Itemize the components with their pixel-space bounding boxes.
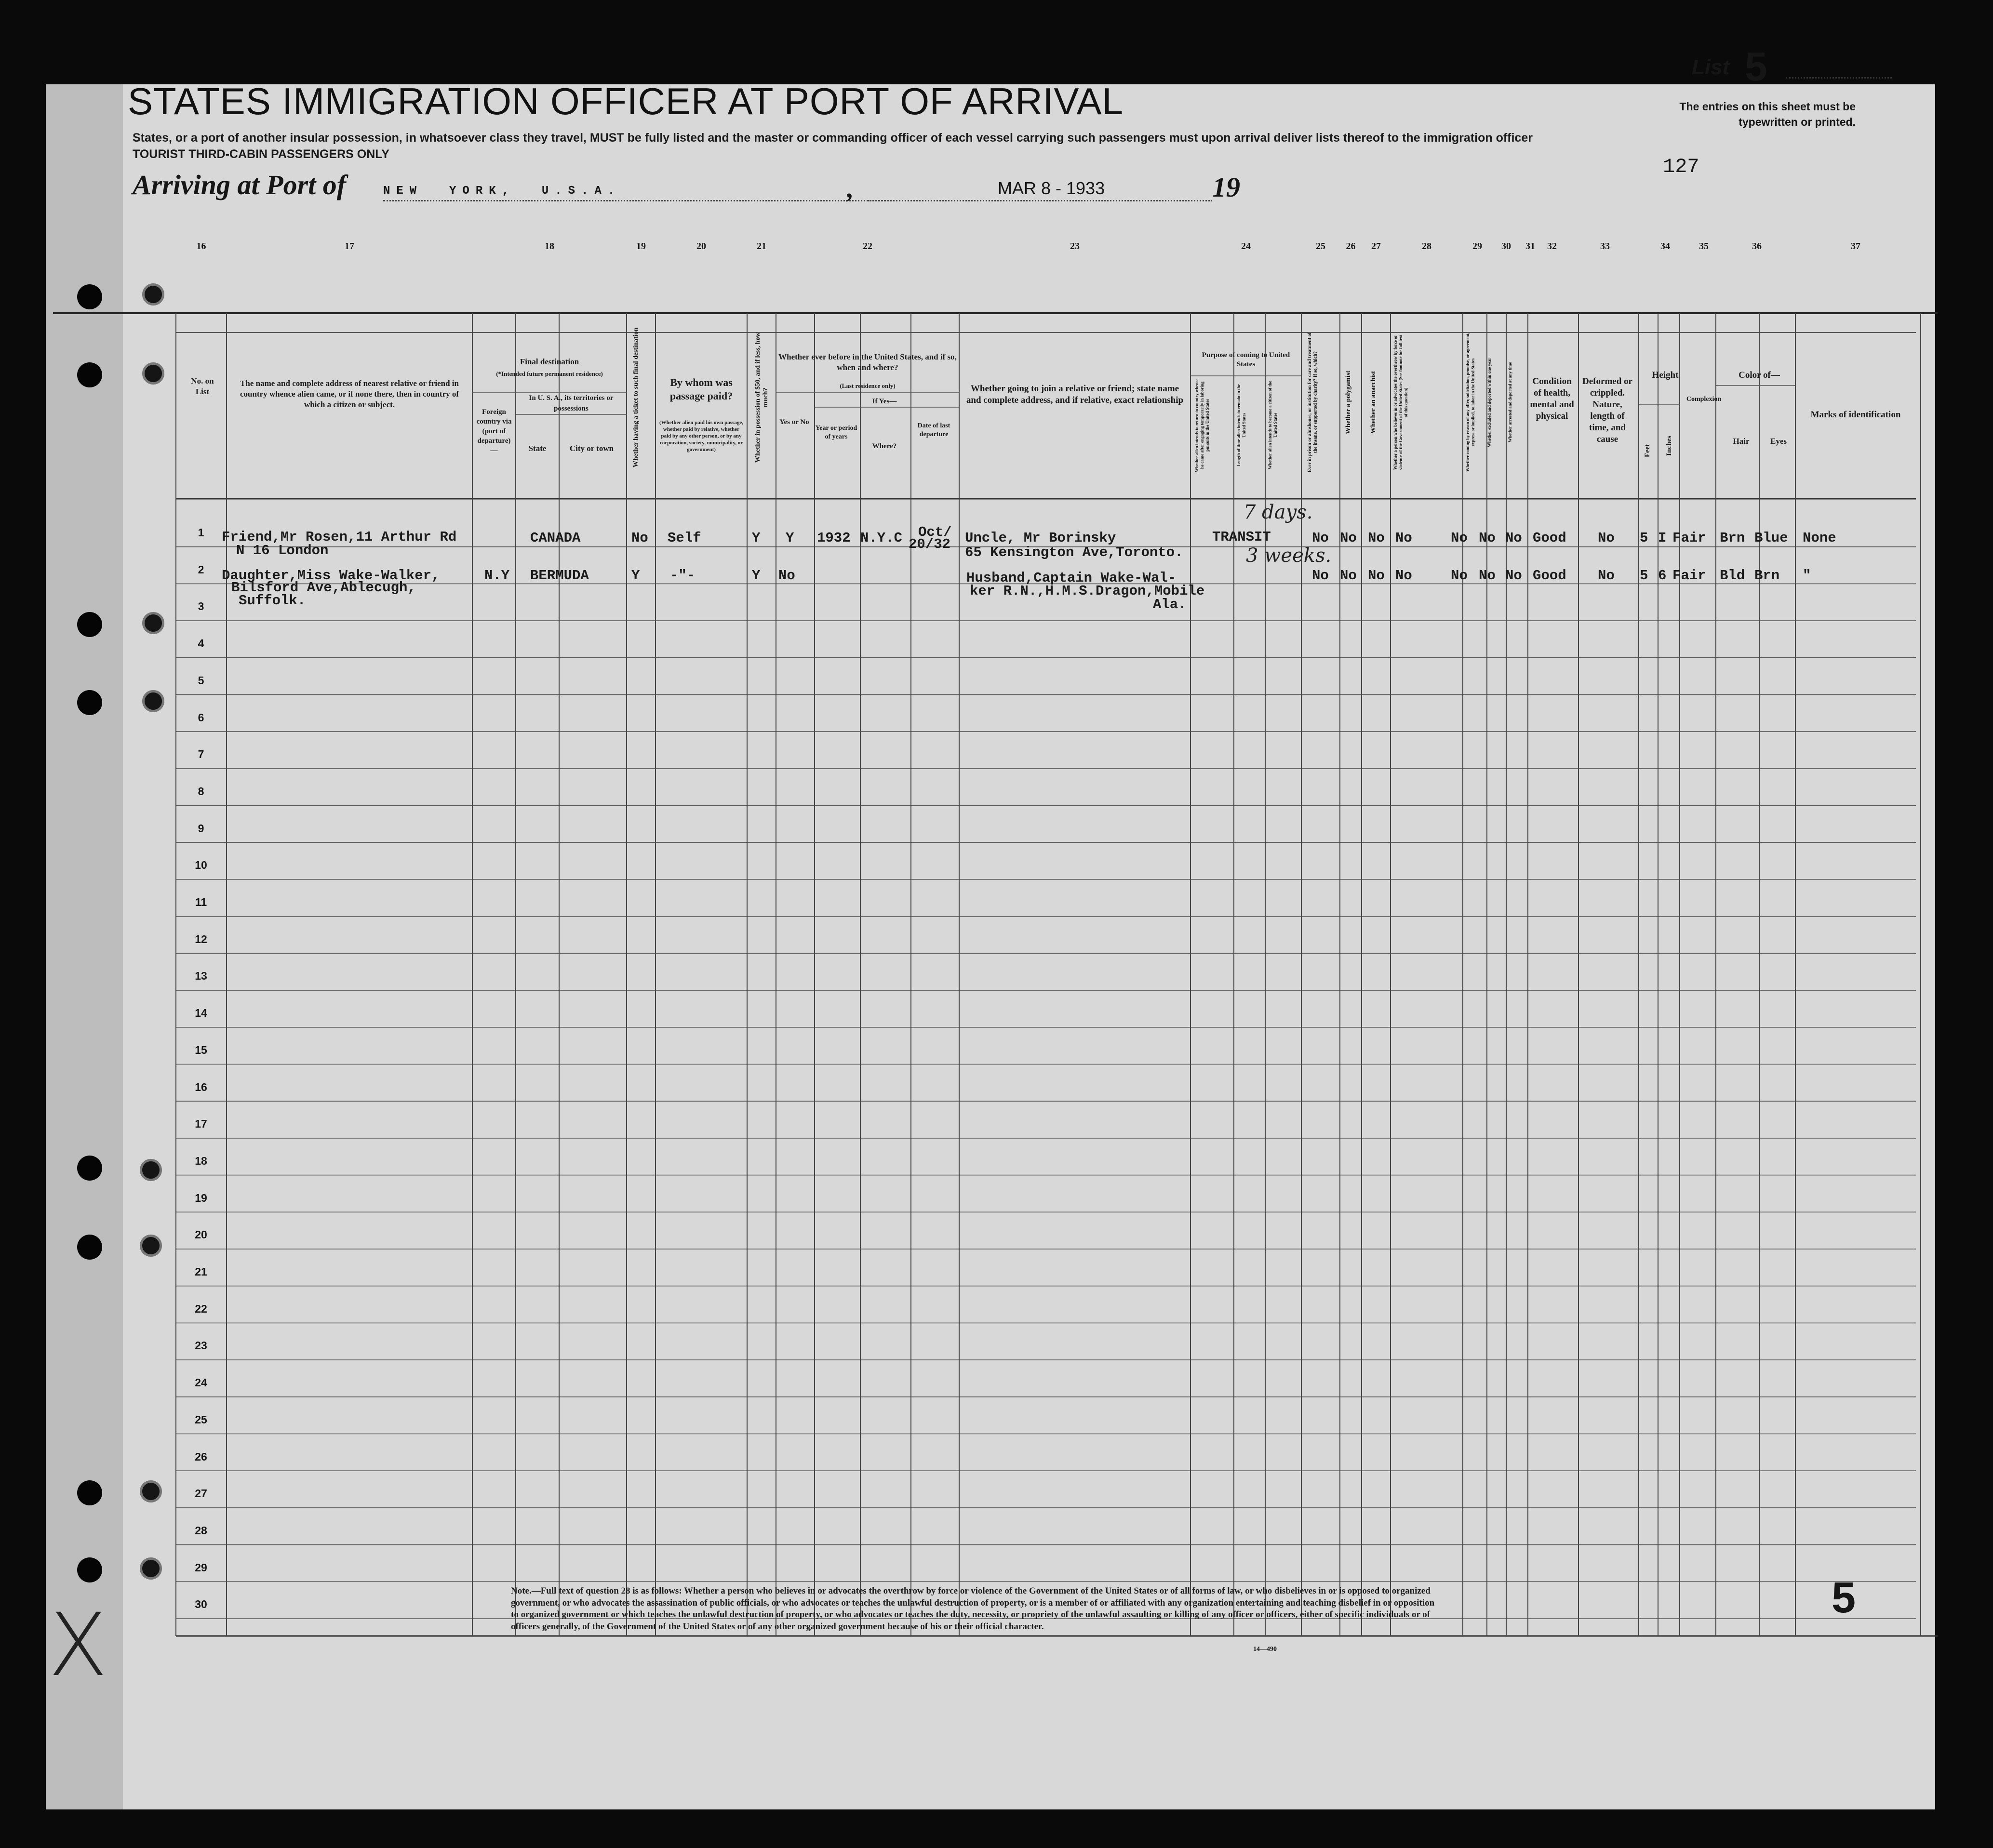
- colnum-31: 31: [1525, 241, 1535, 252]
- row2-joining-line1: Husband,Captain Wake-Wal-: [966, 570, 1177, 586]
- row1-joining-line1: Uncle, Mr Borinsky: [965, 530, 1116, 546]
- row1-year: 1932: [817, 530, 851, 546]
- row-number: 8: [198, 784, 204, 798]
- row-number: 9: [198, 822, 204, 835]
- row1-hair: Brn: [1720, 530, 1745, 546]
- header-arrested: Whether arrested and deported at any time: [1508, 362, 1512, 443]
- row2-joining-line2: ker R.N.,H.M.S.Dragon,Mobile: [970, 583, 1205, 599]
- header-last-residence: (Last residence only): [840, 382, 896, 389]
- header-joining-relative: Whether going to join a relative or friend; state name and complete address, and if relative, exact relationship: [966, 384, 1184, 405]
- handwritten-x-mark: X: [48, 1595, 108, 1696]
- row2-health: Good: [1533, 568, 1566, 584]
- header-foreign-country: Foreign country via (port of departure)—: [476, 408, 512, 454]
- row1-joining-line2: 65 Kensington Ave,Toronto.: [965, 545, 1183, 560]
- row-number: 27: [195, 1487, 207, 1500]
- row-number: 20: [195, 1228, 207, 1241]
- colnum-32: 32: [1547, 241, 1557, 252]
- header-excluded: Whether excluded and deported within one year: [1487, 358, 1492, 447]
- row1-fifty: Y: [752, 530, 761, 546]
- row2-inches: 6: [1658, 568, 1667, 584]
- colnum-19: 19: [636, 241, 646, 252]
- row1-feet: 5: [1640, 530, 1648, 546]
- row2-relative-line3: Suffolk.: [239, 593, 306, 609]
- entries-note: The entries on this sheet must be typewritten or printed.: [1679, 100, 1856, 128]
- row1-polygamist: No: [1340, 530, 1357, 546]
- form-number: 14—490: [1253, 1646, 1277, 1653]
- header-yes-no: Yes or No: [779, 418, 809, 426]
- colnum-21: 21: [757, 241, 766, 252]
- port-value: NEW YORK, U.S.A.: [383, 185, 621, 198]
- page-title: STATES IMMIGRATION OFFICER AT PORT OF ARRIVAL: [128, 80, 1124, 122]
- row1-marks: None: [1803, 530, 1836, 546]
- row2-hair: Bld: [1720, 568, 1745, 584]
- row2-joining-line3: Ala.: [1153, 597, 1187, 612]
- row-number: 1: [198, 526, 204, 539]
- sheet-number: 127: [1663, 155, 1699, 178]
- row1-eyes: Blue: [1754, 530, 1788, 546]
- header-eyes: Eyes: [1770, 437, 1787, 446]
- header-anarchist: Whether an anarchist: [1370, 371, 1377, 434]
- header-inches: Inches: [1665, 436, 1673, 456]
- row2-overthrow: No: [1395, 568, 1412, 584]
- row-number: 16: [195, 1080, 207, 1093]
- row2-polygamist: No: [1340, 568, 1357, 584]
- header-hair: Hair: [1733, 437, 1750, 446]
- row-number: 17: [195, 1117, 207, 1130]
- row-number: 5: [198, 674, 204, 687]
- row-number: 24: [195, 1376, 207, 1389]
- row2-fifty: Y: [752, 568, 761, 584]
- colnum-27: 27: [1371, 241, 1381, 252]
- colnum-20: 20: [696, 241, 706, 252]
- header-color-of: Color of—: [1739, 370, 1780, 380]
- header-marks: Marks of identification: [1810, 410, 1901, 420]
- row1-state: CANADA: [530, 530, 581, 546]
- row1-inches: I: [1658, 530, 1667, 546]
- header-height: Height: [1652, 370, 1679, 380]
- year-prefix: 19: [1212, 172, 1240, 203]
- row1-date-top: Oct/: [918, 524, 952, 540]
- header-before-in-us: Whether ever before in the United States, and if so, when and where?: [778, 352, 957, 372]
- colnum-36: 36: [1752, 241, 1762, 252]
- row2-feet: 5: [1640, 568, 1648, 584]
- row-number: 6: [198, 711, 204, 724]
- row1-date-bottom: 20/32: [909, 536, 951, 552]
- header-if-yes: If Yes—: [872, 398, 897, 405]
- row-number: 13: [195, 970, 207, 983]
- instructions-text: States, or a port of another insular possession, in whatsoever class they travel, MUST be fully listed and the master or commanding officer of each vessel carrying such passengers must upon arrival deliver lists thereof to the immigration officer: [133, 131, 1533, 145]
- colnum-17: 17: [345, 241, 354, 252]
- colnum-28: 28: [1422, 241, 1431, 252]
- colnum-26: 26: [1346, 241, 1356, 252]
- row1-excluded: No: [1479, 530, 1496, 546]
- row-number: 19: [195, 1191, 207, 1204]
- header-complexion: Complexion: [1686, 396, 1722, 403]
- row1-prison: No: [1312, 530, 1329, 546]
- row1-ticket: No: [631, 530, 648, 546]
- separator-comma: ,: [846, 174, 853, 204]
- row1-before: Y: [786, 530, 794, 546]
- row-number: 3: [198, 600, 204, 613]
- header-state: State: [528, 444, 547, 453]
- row-number: 23: [195, 1339, 207, 1352]
- header-purpose-return: Whether alien intends to return to country whence he came after engaging temporarily in laboring pursuits in the United States: [1194, 378, 1210, 472]
- row1-health: Good: [1533, 530, 1566, 546]
- colnum-25: 25: [1316, 241, 1325, 252]
- header-no-on-list: No. on List: [191, 376, 214, 396]
- header-polygamist: Whether a polygamist: [1345, 371, 1352, 434]
- header-feet: Feet: [1644, 444, 1651, 457]
- row1-offer: No: [1451, 530, 1468, 546]
- row2-paid-by: -"-: [670, 568, 696, 584]
- row2-state: BERMUDA: [530, 568, 589, 584]
- row1-arrested: No: [1505, 530, 1522, 546]
- row2-eyes: Brn: [1754, 568, 1780, 584]
- row-number: 12: [195, 932, 207, 945]
- row2-ticket: Y: [631, 568, 640, 584]
- row-number: 11: [195, 896, 207, 908]
- row-number: 21: [195, 1265, 207, 1278]
- colnum-37: 37: [1851, 241, 1860, 252]
- header-passage-paid: By whom was passage paid?: [669, 376, 733, 402]
- colnum-18: 18: [545, 241, 554, 252]
- row-number: 2: [198, 563, 204, 576]
- row2-anarchist: No: [1368, 568, 1385, 584]
- row1-relative-line1: Friend,Mr Rosen,11 Arthur Rd: [222, 529, 457, 545]
- colnum-33: 33: [1600, 241, 1610, 252]
- header-overthrow: Whether a person who believes in or advocates the overthrow by force or violence of the Government of the United States (See footnote for full text of this question): [1393, 334, 1408, 470]
- passenger-class-text: TOURIST THIRD-CABIN PASSENGERS ONLY: [133, 147, 389, 161]
- header-offer: Whether coming by reason of any offer, solicitation, promise, or agreement, express or implied, to labor in the United States: [1465, 332, 1475, 472]
- row-number: 10: [195, 859, 207, 872]
- header-last-departure: Date of last departure: [917, 422, 950, 438]
- row1-where: N.Y.C: [860, 530, 903, 546]
- colnum-24: 24: [1241, 241, 1251, 252]
- row-number: 4: [198, 637, 204, 650]
- row2-arrested: No: [1505, 568, 1522, 584]
- row-number: 28: [195, 1524, 207, 1537]
- header-purpose: Purpose of coming to United States: [1202, 351, 1290, 368]
- footnote-question-28: Note.—Full text of question 28 is as follows: Whether a person who believes in or advocates the overthrow by force or violence of the Government of the United States or of all forms of law, or who disbelieves in or is opposed to organized government, or who advocates the assassination of public officials, or who advocates or teaches the unlawful destruction of property, or is a member of or affiliated with any organization entertaining and teaching disbelief in or opposition to organized government or which teaches the unlawful destruction of property, or who advocates or teaches the duty, necessity, or propriety of the unlawful assaulting or killing of any officer or officers, either of specific individuals or of officers generally, of the Government of the United States or of any other organized government because of his or their official character.: [511, 1586, 1435, 1632]
- row1-paid-by: Self: [668, 530, 701, 546]
- row2-complexion: Fair: [1672, 568, 1706, 584]
- header-final-destination-note: (*Intended future permanent residence): [496, 370, 603, 377]
- row-number: 29: [195, 1561, 207, 1574]
- list-label: List: [1692, 55, 1730, 79]
- row-number: 7: [198, 748, 204, 761]
- row1-overthrow: No: [1395, 530, 1412, 546]
- header-nearest-relative: The name and complete address of nearest relative or friend in country whence alien came, or if none there, then in country of which a citizen or subject.: [240, 379, 459, 409]
- row1-deformed: No: [1598, 530, 1615, 546]
- colnum-29: 29: [1472, 241, 1482, 252]
- header-passage-paid-note: (Whether alien paid his own passage, whether paid by relative, whether paid by any other person, or by any corporation, society, municipality, or government): [659, 420, 743, 452]
- row2-before: No: [778, 568, 795, 584]
- row-number: 26: [195, 1450, 207, 1463]
- row2-excluded: No: [1479, 568, 1496, 584]
- row-number: 22: [195, 1302, 207, 1315]
- row2-prison: No: [1312, 568, 1329, 584]
- header-year: Year or period of years: [815, 425, 857, 440]
- row2-marks: ": [1803, 568, 1811, 584]
- row-number: 15: [195, 1043, 207, 1056]
- row1-purpose: TRANSIT: [1212, 529, 1271, 545]
- colnum-22: 22: [863, 241, 872, 252]
- row1-complexion: Fair: [1672, 530, 1706, 546]
- header-final-destination: Final destination: [520, 357, 579, 366]
- row-number: 25: [195, 1413, 207, 1426]
- header-purpose-citizen: Whether alien intends to become a citizen of the United States: [1268, 381, 1278, 470]
- row2-relative-line1: Daughter,Miss Wake-Walker,: [222, 568, 440, 584]
- header-city: City or town: [569, 444, 614, 453]
- colnum-23: 23: [1070, 241, 1080, 252]
- colnum-35: 35: [1699, 241, 1709, 252]
- row2-offer: No: [1451, 568, 1468, 584]
- header-ticket: Whether having a ticket to such final destination: [632, 327, 640, 468]
- colnum-34: 34: [1660, 241, 1670, 252]
- header-deformed: Deformed or crippled. Nature, length of time, and cause: [1582, 376, 1632, 444]
- header-fifty-dollars: Whether in possession of $50, and if less, how much?: [754, 332, 769, 463]
- header-health: Condition of health, mental and physical: [1530, 376, 1574, 421]
- row2-deformed: No: [1598, 568, 1615, 584]
- arriving-label: Arriving at Port of: [133, 169, 347, 200]
- colnum-30: 30: [1501, 241, 1511, 252]
- row-number: 18: [195, 1154, 207, 1167]
- colnum-16: 16: [196, 241, 206, 252]
- row2-foreign: N.Y: [484, 568, 510, 584]
- row1-length-handwritten: 7 days.: [1244, 501, 1313, 523]
- header-prison: Ever in prison or almshouse, or institution for care and treatment of the insane, or supported by charity? If so, which?: [1307, 332, 1318, 472]
- arrival-date-stamp: MAR 8 - 1933: [998, 178, 1105, 198]
- page-number: 5: [1832, 1574, 1856, 1622]
- row2-length-handwritten: 3 weeks.: [1246, 545, 1332, 567]
- row1-anarchist: No: [1368, 530, 1385, 546]
- row2-relative-line2: Bilsford Ave,Ablecugh,: [231, 580, 416, 596]
- header-purpose-length: Length of time alien intends to remain in the United States: [1236, 384, 1246, 466]
- row1-relative-line2: N 16 London: [236, 543, 329, 558]
- header-in-usa: In U. S. A., its territories or possessions: [529, 394, 614, 412]
- header-where: Where?: [872, 442, 897, 450]
- list-number: 5: [1745, 44, 1767, 89]
- row-number: 14: [195, 1007, 207, 1020]
- row-number: 30: [195, 1598, 207, 1611]
